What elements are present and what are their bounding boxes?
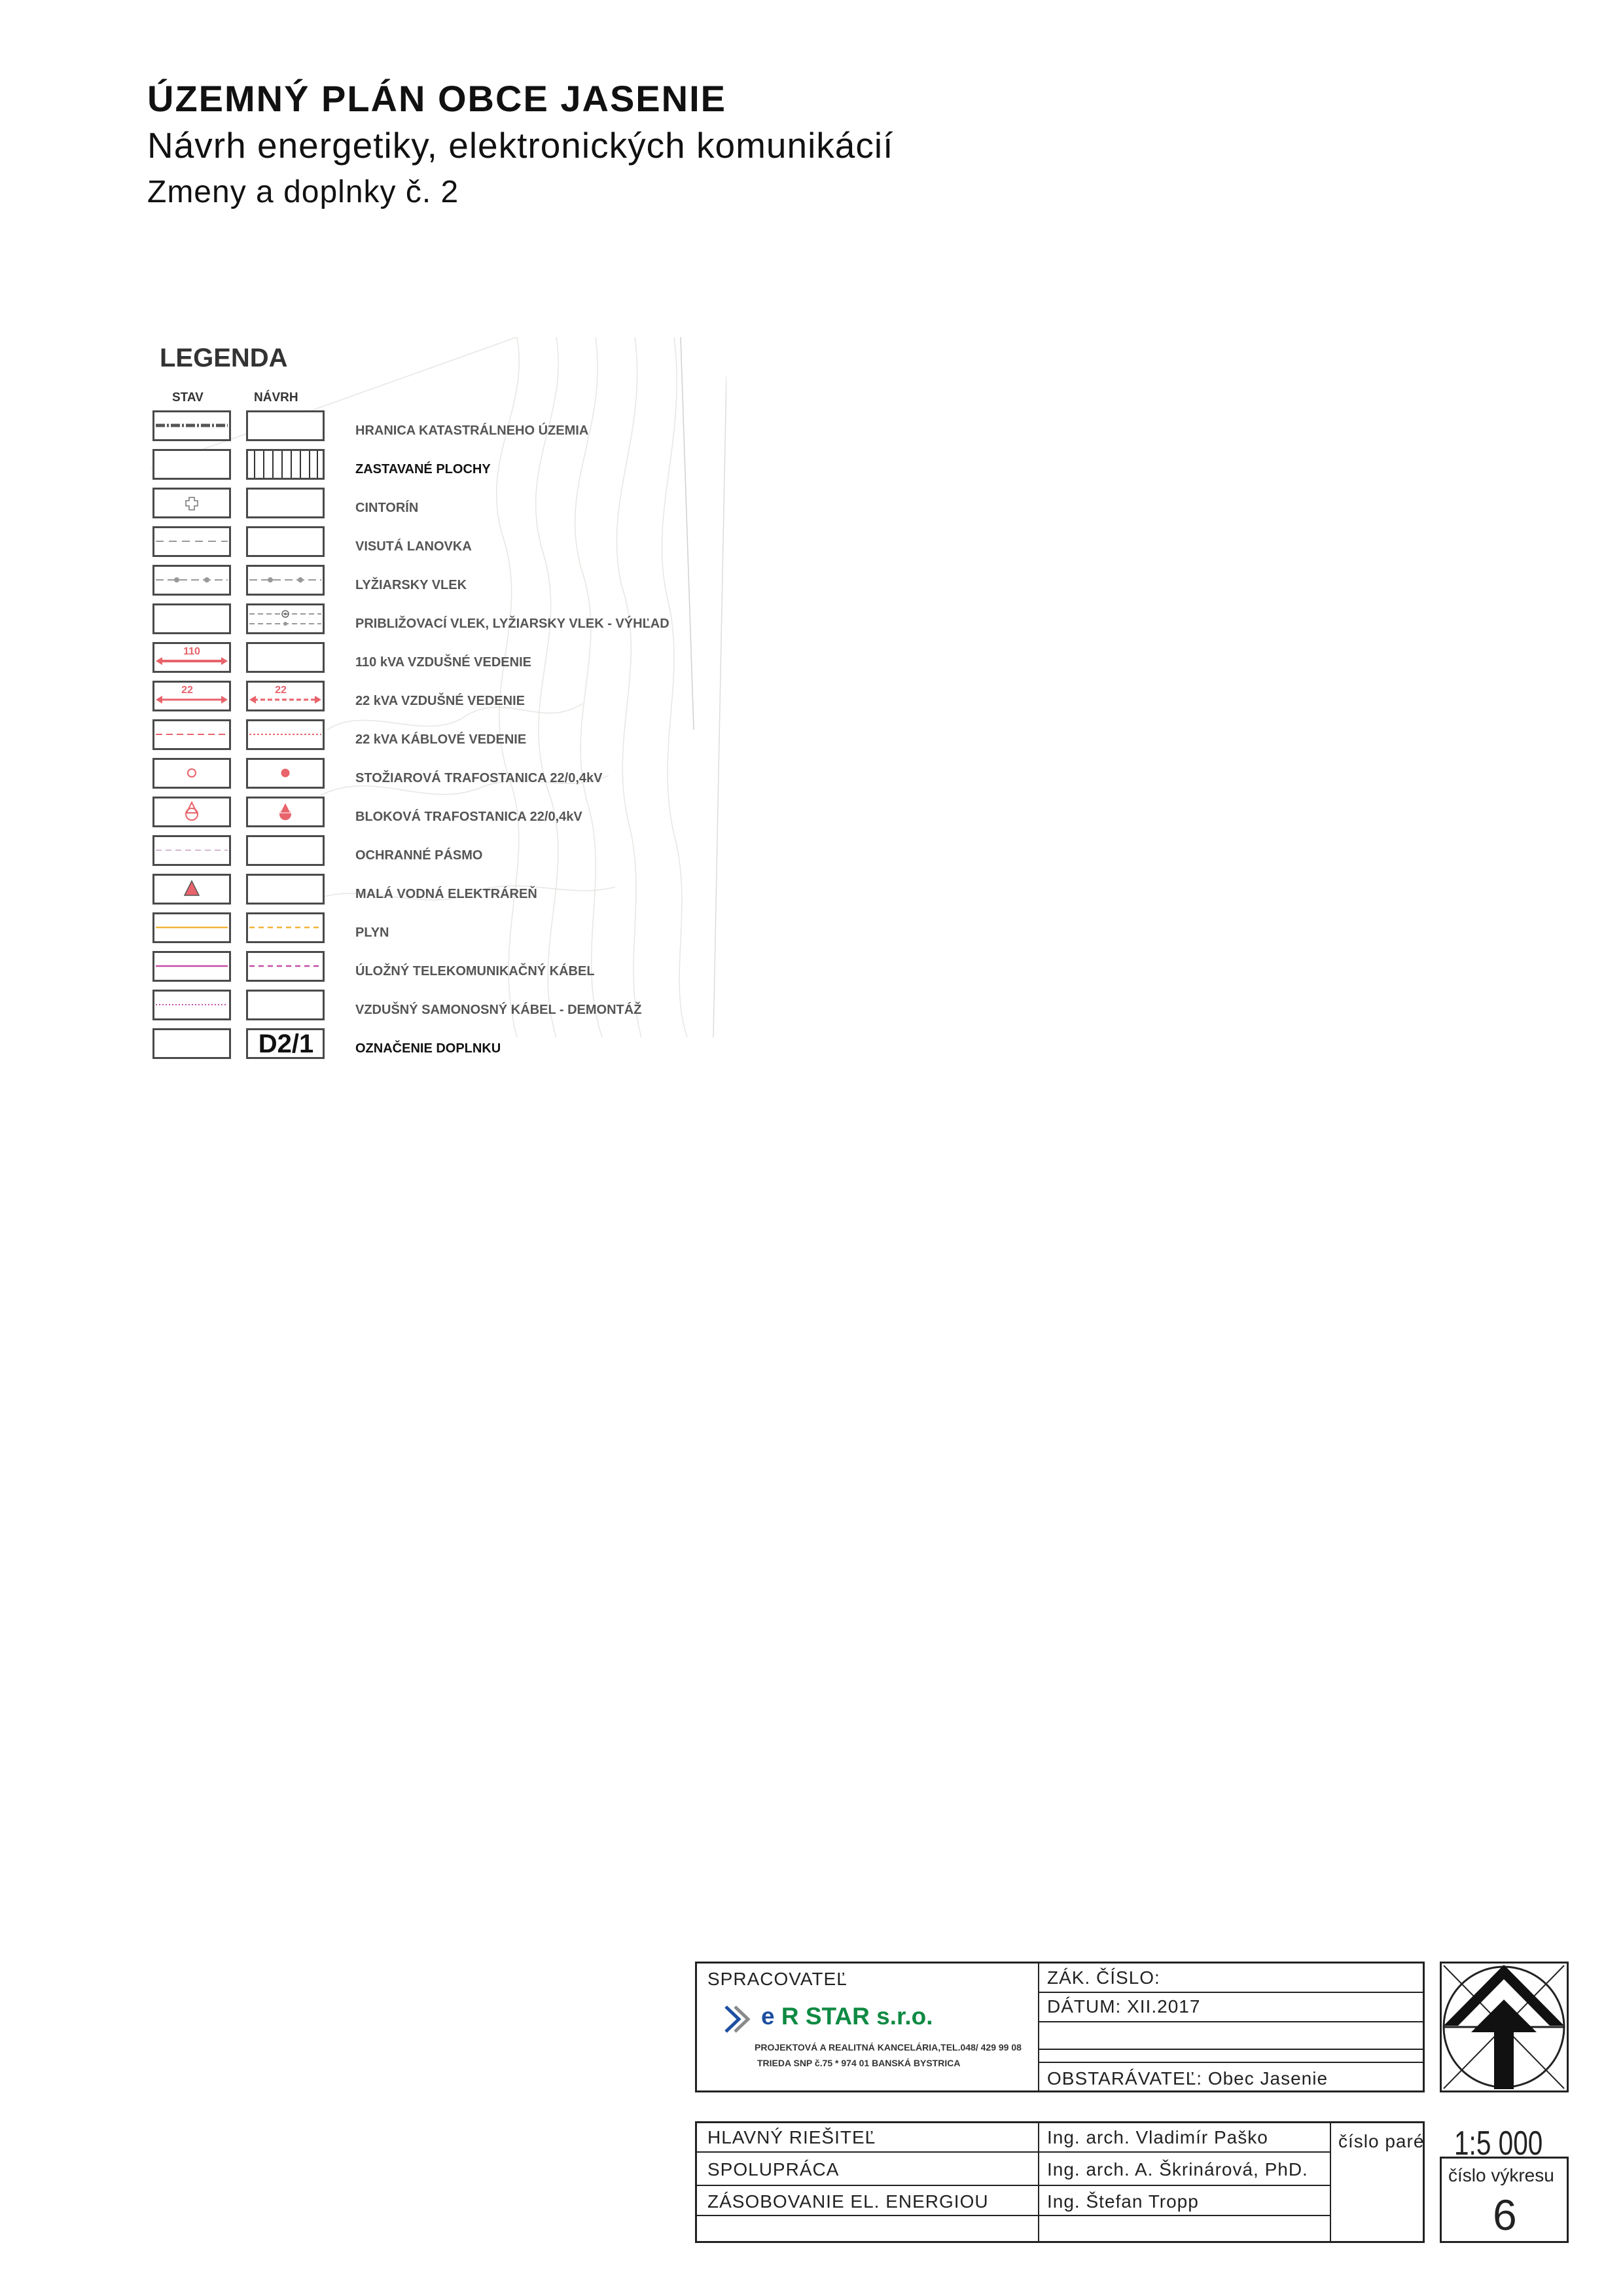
legend-title: LEGENDA	[160, 344, 288, 372]
role-label: ZÁSOBOVANIE EL. ENERGIOU	[707, 2191, 989, 2212]
symbol-navrh-ski-lift	[246, 565, 325, 596]
symbol-stav-22kv	[152, 681, 231, 711]
legend-row-pole-substation	[151, 758, 726, 791]
symbol-navrh-empty	[246, 410, 325, 441]
symbol-navrh-empty	[246, 488, 325, 518]
symbol-navrh-amendment	[246, 1028, 325, 1059]
symbol-stav-protection-zone	[152, 835, 231, 866]
legend-label: ZASTAVANÉ PLOCHY	[355, 462, 491, 476]
legend-row-telecom-cable	[151, 951, 726, 984]
symbol-navrh-22kv	[246, 681, 325, 711]
symbol-navrh-empty	[246, 990, 325, 1020]
role-name: Ing. arch. A. Škrinárová, PhD.	[1047, 2159, 1308, 2179]
symbol-stav-ski-lift	[152, 565, 231, 596]
drawing-number-box	[1440, 2157, 1569, 2243]
title-block-lower	[695, 2121, 1425, 2243]
page-subtitle: Návrh energetiky, elektronických komunikácií	[147, 125, 894, 166]
legend-column-stav: STAV	[172, 391, 204, 404]
symbol-navrh-telecom	[246, 951, 325, 982]
company-logo	[723, 2003, 1063, 2081]
symbol-navrh-gas	[246, 912, 325, 943]
company-arrow-icon	[723, 2004, 756, 2034]
symbol-navrh-empty	[246, 642, 325, 673]
legend-row-block-substation	[151, 797, 726, 829]
drawing-number-label: číslo výkresu	[1448, 2165, 1554, 2185]
symbol-stav-built-up	[152, 449, 231, 480]
page-title: ÚZEMNÝ PLÁN OBCE JASENIE	[147, 78, 726, 119]
role-name: Ing. arch. Vladimír Paško	[1047, 2127, 1268, 2147]
company-name: e R STAR s.r.o.	[761, 2003, 933, 2030]
legend-row-22kv-cable	[151, 719, 726, 752]
header	[147, 76, 893, 216]
legend-label: BLOKOVÁ TRAFOSTANICA 22/0,4kV	[355, 810, 582, 824]
legend-row-approach-lift	[151, 603, 726, 636]
symbol-text-110: 110	[183, 646, 200, 657]
north-arrow-icon	[1442, 1964, 1567, 2090]
obstaravatel: OBSTARÁVATEĽ: Obec Jasenie	[1047, 2068, 1329, 2089]
legend-row-cadastral-boundary	[151, 410, 726, 443]
symbol-stav-cemetery	[152, 488, 231, 518]
legend-row-gas	[151, 912, 726, 945]
symbol-navrh-22kv-cable	[246, 719, 325, 750]
legend-label: HRANICA KATASTRÁLNEHO ÚZEMIA	[355, 423, 589, 438]
symbol-text-22-stav: 22	[181, 685, 193, 696]
legend-row-built-up-areas	[151, 449, 726, 482]
symbol-stav-boundary	[152, 410, 231, 441]
symbol-stav-cable-car	[152, 526, 231, 557]
legend-label: OZNAČENIE DOPLNKU	[355, 1041, 501, 1056]
symbol-stav-block-substation	[152, 797, 231, 827]
legend-row-protection-zone	[151, 835, 726, 868]
symbol-navrh-block-substation	[246, 797, 325, 827]
legend-row-aerial-cable-removal	[151, 990, 726, 1022]
legend-row-22kv-overhead	[151, 681, 726, 713]
symbol-stav-empty	[152, 1028, 231, 1059]
symbol-navrh-approach-lift	[246, 603, 325, 634]
symbol-stav-aerial-cable	[152, 990, 231, 1020]
legend-label: OCHRANNÉ PÁSMO	[355, 848, 483, 863]
legend-label: LYŽIARSKY VLEK	[355, 578, 467, 592]
title-block-upper	[695, 1962, 1425, 2092]
amendment-code: D2/1	[258, 1030, 314, 1058]
legend-column-navrh: NÁVRH	[254, 391, 298, 404]
legend-label: 22 kVA VZDUŠNÉ VEDENIE	[355, 694, 525, 708]
legend-label: ÚLOŽNÝ TELEKOMUNIKAČNÝ KÁBEL	[355, 964, 595, 978]
role-label: SPOLUPRÁCA	[707, 2159, 840, 2179]
symbol-navrh-empty	[246, 874, 325, 905]
symbol-navrh-hatched	[246, 449, 325, 480]
north-arrow	[1440, 1962, 1569, 2092]
legend-label: PRIBLIŽOVACÍ VLEK, LYŽIARSKY VLEK - VÝHĽAD	[355, 617, 669, 631]
legend-row-ski-lift	[151, 565, 726, 598]
legend-row-cemetery	[151, 488, 726, 520]
symbol-stav-pole-substation	[152, 758, 231, 789]
legend-row-small-hydro	[151, 874, 726, 906]
page-subtitle-changes: Zmeny a doplnky č. 2	[147, 175, 459, 209]
company-address-line2: TRIEDA SNP č.75 * 974 01 BANSKÁ BYSTRICA	[757, 2058, 961, 2068]
role-name: Ing. Štefan Tropp	[1047, 2191, 1199, 2212]
symbol-stav-small-hydro	[152, 874, 231, 905]
cislo-pare-label: číslo paré	[1338, 2131, 1425, 2151]
legend-label: 110 kVA VZDUŠNÉ VEDENIE	[355, 655, 531, 670]
symbol-navrh-empty	[246, 526, 325, 557]
legend-row-amendment-marker	[151, 1028, 726, 1061]
symbol-stav-gas	[152, 912, 231, 943]
legend-label: 22 kVA KÁBLOVÉ VEDENIE	[355, 732, 527, 747]
spracovatel-label: SPRACOVATEĽ	[707, 1969, 847, 1989]
symbol-text-22-navrh: 22	[275, 685, 287, 696]
legend-label: STOŽIAROVÁ TRAFOSTANICA 22/0,4kV	[355, 771, 603, 785]
legend-row-cable-car	[151, 526, 726, 559]
drawing-scale: 1:5 000	[1454, 2125, 1543, 2162]
legend	[151, 337, 726, 1077]
symbol-navrh-pole-substation	[246, 758, 325, 789]
legend-label: CINTORÍN	[355, 501, 419, 515]
symbol-navrh-empty	[246, 835, 325, 866]
symbol-stav-110kv	[152, 642, 231, 673]
datum: DÁTUM: XII.2017	[1047, 1996, 1201, 2017]
symbol-stav-22kv-cable	[152, 719, 231, 750]
symbol-stav-telecom	[152, 951, 231, 982]
legend-label: VZDUŠNÝ SAMONOSNÝ KÁBEL - DEMONTÁŽ	[355, 1003, 642, 1017]
legend-row-110kv-overhead	[151, 642, 726, 675]
legend-label: VISUTÁ LANOVKA	[355, 539, 472, 554]
zak-cislo: ZÁK. ČÍSLO:	[1047, 1967, 1160, 1988]
legend-label: MALÁ VODNÁ ELEKTRÁREŇ	[355, 887, 537, 901]
role-label: HLAVNÝ RIEŠITEĽ	[707, 2127, 876, 2147]
company-address-line1: PROJEKTOVÁ A REALITNÁ KANCELÁRIA,TEL.048/ 429 99 08	[755, 2042, 1022, 2053]
legend-label: PLYN	[355, 925, 389, 940]
symbol-stav-empty	[152, 603, 231, 634]
drawing-number: 6	[1493, 2191, 1517, 2239]
